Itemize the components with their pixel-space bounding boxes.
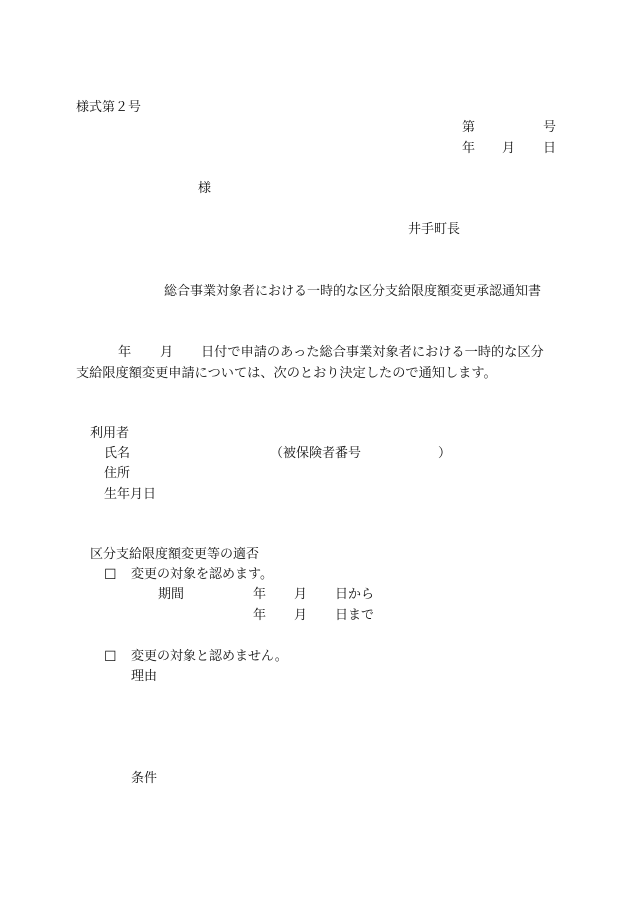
period-from-day: 日から: [335, 587, 375, 602]
body-text-line2: 支給限度額変更申請については、次のとおり決定したので通知します。: [76, 366, 497, 381]
approve-checkbox[interactable]: ☐: [104, 567, 117, 583]
document-title: 総合事業対象者における一時的な区分支給限度額変更承認通知書: [164, 284, 542, 299]
date-month: 月: [502, 141, 516, 156]
body-text-line1: 日付で申請のあった総合事業対象者における一時的な区分: [201, 345, 544, 360]
body-year: 年: [118, 345, 132, 360]
insured-number-label: （被保険者番号: [270, 446, 362, 461]
approve-label: 変更の対象を認めます。: [131, 567, 273, 582]
reason-label: 理由: [131, 669, 158, 684]
user-section-heading: 利用者: [90, 426, 130, 441]
deny-label: 変更の対象と認めません。: [131, 649, 288, 664]
document-number-suffix: 号: [543, 120, 557, 135]
birth-date-label: 生年月日: [104, 487, 157, 502]
period-from-year: 年: [253, 587, 267, 602]
addressee-suffix: 様: [198, 181, 212, 196]
date-day: 日: [543, 141, 557, 156]
insured-number-close: ）: [438, 446, 452, 461]
date-year: 年: [462, 141, 476, 156]
name-label: 氏名: [104, 446, 131, 461]
document-number-prefix: 第: [462, 120, 476, 135]
period-from-month: 月: [294, 587, 308, 602]
deny-checkbox[interactable]: ☐: [104, 649, 117, 665]
period-to-year: 年: [253, 608, 267, 623]
body-month: 月: [160, 345, 174, 360]
issuer-name: 井手町長: [408, 222, 461, 237]
period-to-month: 月: [294, 608, 308, 623]
decision-section-heading: 区分支給限度額変更等の適否: [90, 547, 260, 562]
conditions-label: 条件: [131, 771, 158, 786]
period-to-day: 日まで: [335, 608, 375, 623]
address-label: 住所: [104, 466, 131, 481]
period-label: 期間: [158, 587, 185, 602]
form-number-label: 様式第２号: [76, 100, 142, 115]
